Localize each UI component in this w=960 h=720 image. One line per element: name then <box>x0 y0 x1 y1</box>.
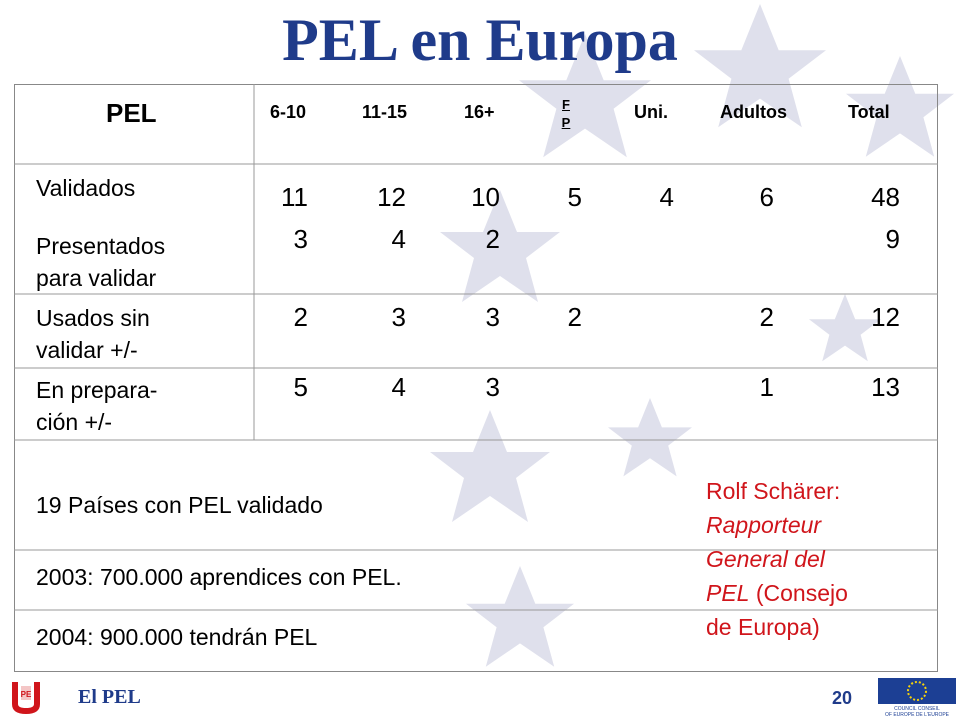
note-line: de Europa) <box>706 614 820 640</box>
page-title: PEL en Europa <box>282 7 678 73</box>
table-cell: 10 <box>471 182 500 212</box>
note-text: (Consejo <box>749 580 848 606</box>
table-cell: 48 <box>871 182 900 212</box>
row-label-line: validar +/- <box>36 337 138 363</box>
footer-label: El PEL <box>78 686 141 708</box>
table-cell: 3 <box>391 302 406 332</box>
table-cell: 13 <box>871 372 900 402</box>
table-cell: 2 <box>567 302 582 332</box>
logo-text-1: COUNCIL CONSEIL <box>894 706 940 712</box>
table-cell: 4 <box>659 182 674 212</box>
header-6-10: 6-10 <box>270 102 307 122</box>
table-cell: 11 <box>281 182 308 212</box>
row-label-line: ción +/- <box>36 409 113 435</box>
header-11-15: 11-15 <box>362 102 408 122</box>
header-f: F <box>562 97 570 112</box>
row-label-line: Presentados <box>36 233 166 259</box>
table-cell: 12 <box>871 302 900 332</box>
note-line <box>706 508 926 542</box>
header-uni: Uni. <box>634 102 668 122</box>
table-cell: 12 <box>377 182 406 212</box>
pel-logo-icon <box>8 678 44 716</box>
summary-row-countries: 19 Países con PEL validado <box>36 492 323 518</box>
svg-text:PE: PE <box>20 690 32 699</box>
logo-text-2: OF EUROPE DE L'EUROPE <box>884 712 950 718</box>
table-cell: 4 <box>391 224 406 254</box>
table-cell: 6 <box>759 182 774 212</box>
header-fp <box>559 96 573 132</box>
row-label-en-preparacion <box>36 374 157 438</box>
table-cell: 3 <box>485 302 500 332</box>
summary-row-2003: 2003: 700.000 aprendices con PEL. <box>36 564 402 590</box>
note-italic: Rapporteur <box>706 512 822 538</box>
summary-row-2004: 2004: 900.000 tendrán PEL <box>36 624 318 650</box>
table-cell: 4 <box>391 372 406 402</box>
note-line: Rolf Schärer: <box>706 478 841 504</box>
row-label-usados <box>36 302 150 366</box>
table-cell: 1 <box>759 372 774 402</box>
table-cell: 5 <box>293 372 308 402</box>
table-cell: 5 <box>567 182 582 212</box>
note-italic: General del <box>706 546 825 572</box>
table-cell: 2 <box>485 224 500 254</box>
row-label-presentados <box>36 230 165 294</box>
page-number: 20 <box>832 688 853 708</box>
header-pel: PEL <box>106 98 157 128</box>
rapporteur-note <box>706 474 926 644</box>
note-line <box>706 576 926 610</box>
table-cell: 3 <box>293 224 308 254</box>
row-label-line: En prepara- <box>36 377 158 403</box>
row-label-line: para validar <box>36 265 157 291</box>
table-cell: 3 <box>485 372 500 402</box>
table-cell: 2 <box>293 302 308 332</box>
table-cell: 9 <box>885 224 900 254</box>
note-italic: PEL <box>706 580 750 606</box>
table-cell: 2 <box>759 302 774 332</box>
header-total: Total <box>848 102 890 122</box>
header-p: P <box>561 115 571 130</box>
council-of-europe-logo-icon <box>878 678 956 718</box>
row-label-validados: Validados <box>36 175 136 201</box>
header-16-plus: 16+ <box>464 102 495 122</box>
note-line <box>706 542 926 576</box>
row-label-line: Usados sin <box>36 305 150 331</box>
header-adultos: Adultos <box>720 102 787 122</box>
